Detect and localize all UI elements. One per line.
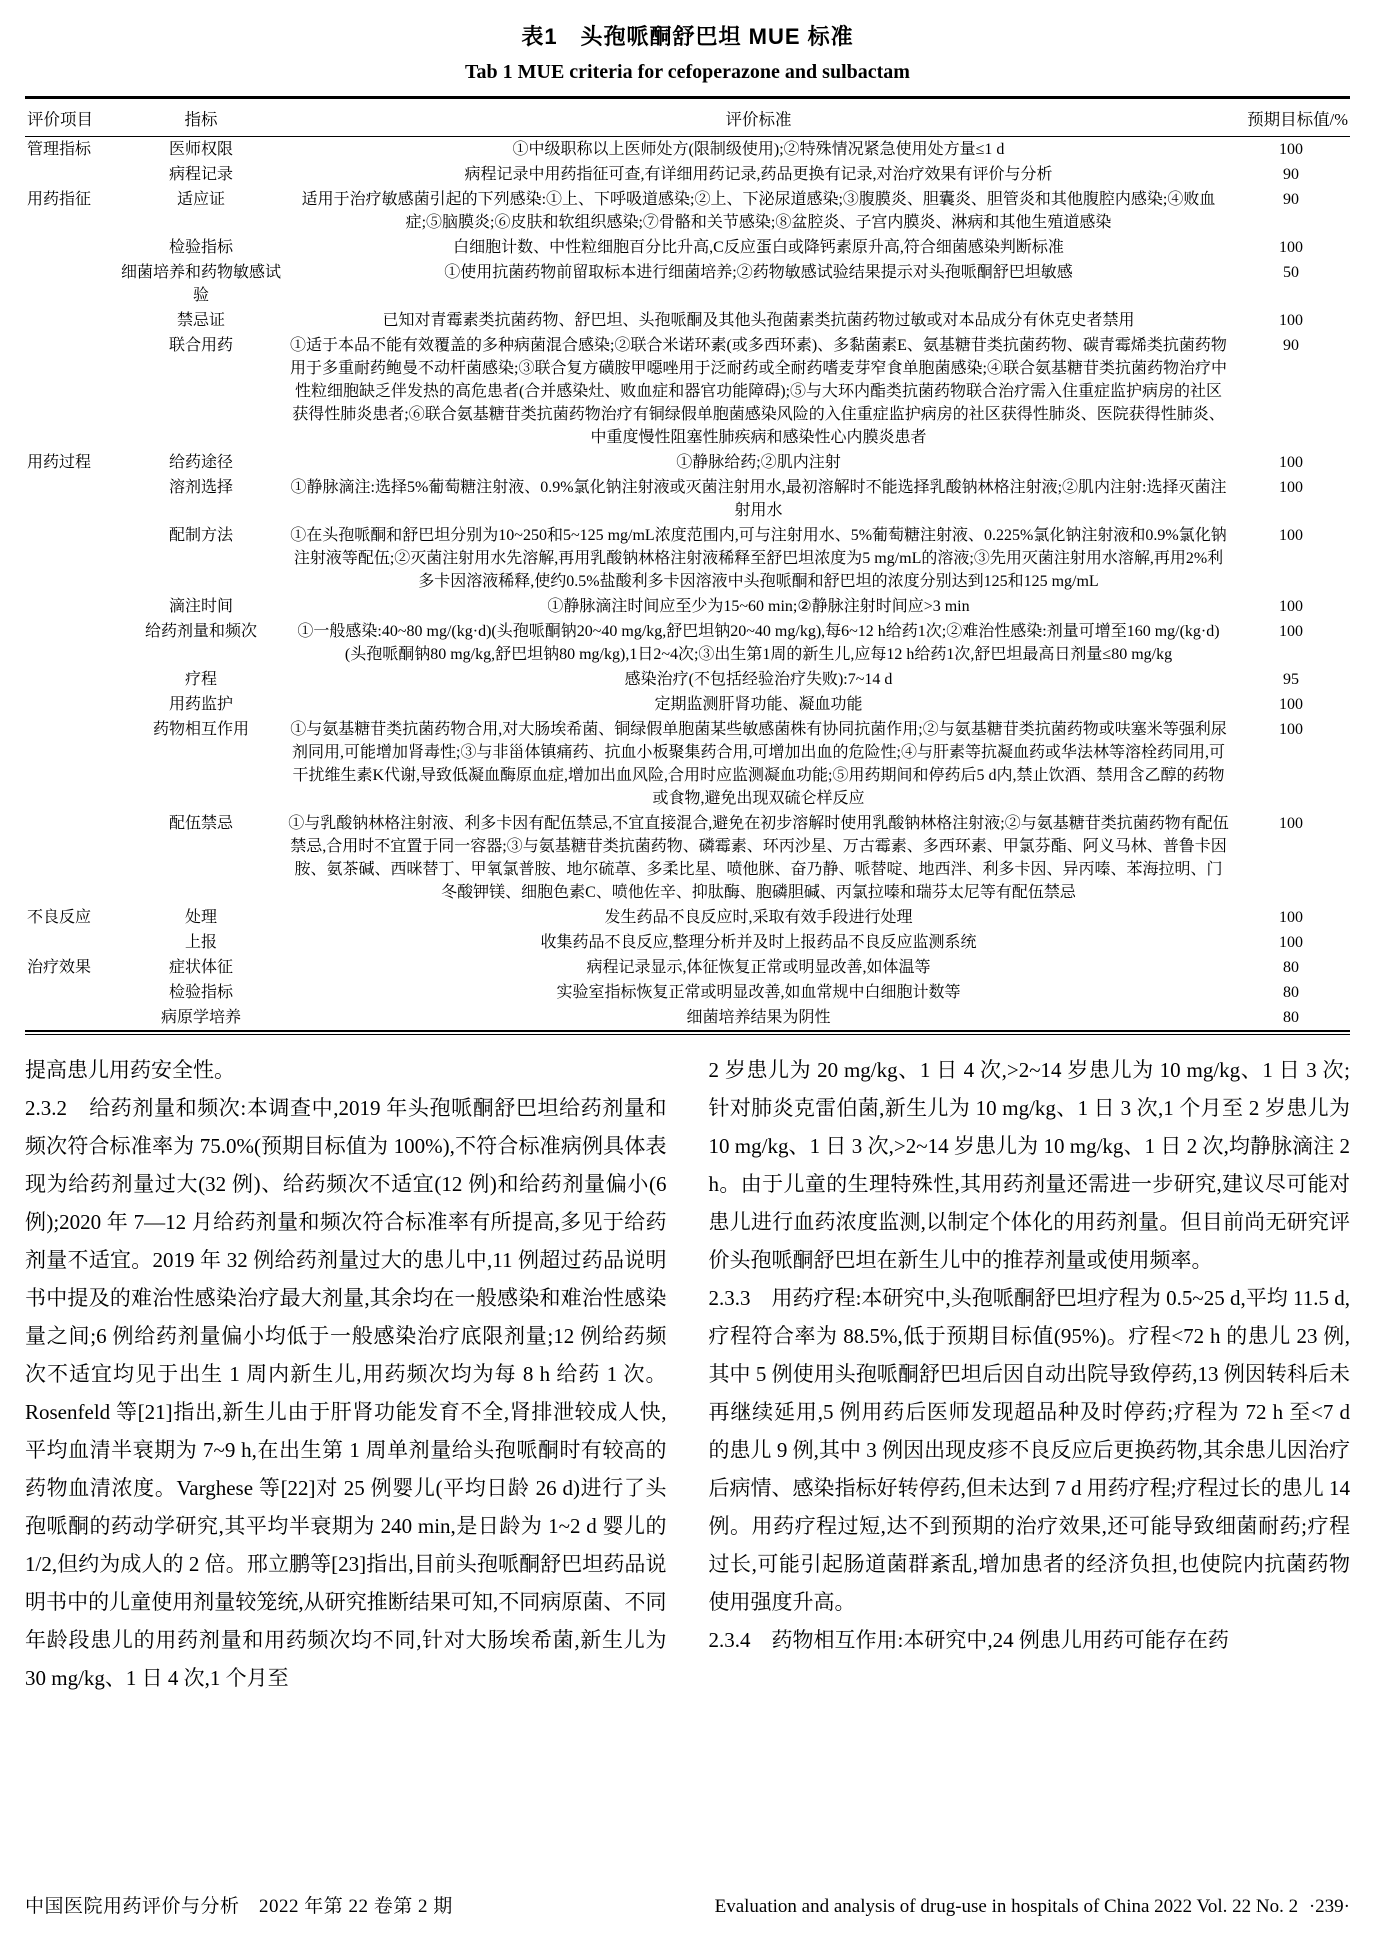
table-row (25, 137, 1350, 163)
cell-indicator: 医师权限 (168, 141, 233, 158)
cell-category: 管理指标 (27, 141, 92, 158)
cell-criteria: 白细胞计数、中性粒细胞百分比升高,C反应蛋白或降钙素原升高,符合细菌感染判断标准 (453, 239, 1064, 256)
table-row (25, 308, 1350, 333)
table-row (25, 235, 1350, 260)
cell-criteria: ①静脉给药;②肌内注射 (676, 454, 841, 471)
cell-indicator: 联合用药 (168, 337, 233, 354)
cell-indicator: 禁忌证 (176, 312, 225, 329)
table-row (25, 717, 1350, 811)
body-text (25, 1051, 1350, 1697)
cell-indicator: 给药途径 (168, 454, 233, 471)
cell-category (25, 930, 117, 955)
cell-indicator: 细菌培养和药物敏感试验 (120, 264, 281, 304)
table-title-en: Tab 1 MUE criteria for cefoperazone and sulbactam (465, 61, 910, 83)
page-footer (25, 1891, 1350, 1918)
cell-category (25, 1005, 117, 1031)
table-row (25, 450, 1350, 475)
cell-category (25, 162, 117, 187)
cell-indicator: 病程记录 (168, 166, 233, 183)
cell-target: 100 (1279, 454, 1303, 471)
cell-indicator: 药物相互作用 (152, 721, 249, 738)
mue-criteria-table (25, 96, 1350, 1032)
footer-journal-en-text: Evaluation and analysis of drug-use in hospitals of China 2022 Vol. 22 No. 2 (714, 1896, 1299, 1917)
cell-criteria: ①一般感染:40~80 mg/(kg·d)(头孢哌酮钠20~40 mg/kg,舒巴坦钠20~40 mg/kg),每6~12 h给药1次;②难治性感染:剂量可增至160 mg/(kg·d)(头孢哌酮钠80 mg/kg,舒巴坦钠80 mg/kg),1日2~4次;③出生第1周的新生儿,应每12 h给药1次,舒巴坦最高日剂量≤80 mg/kg (297, 623, 1220, 663)
cell-criteria: ①与乳酸钠林格注射液、利多卡因有配伍禁忌,不宜直接混合,避免在初步溶解时使用乳酸钠林格注射液;②与氨基糖苷类抗菌药物有配伍禁忌,合用时不宜置于同一容器;③与氨基糖苷类抗菌药物、磷霉素、环丙沙星、万古霉素、多西环素、甲氯芬酯、阿义马林、普鲁卡因胺、氨茶碱、西咪替丁、甲氧氯普胺、地尔硫䓬、多柔比星、喷他脒、奋乃静、哌替啶、地西泮、利多卡因、异丙嗪、苯海拉明、门冬酸钾镁、细胞色素C、喷他佐辛、抑肽酶、胞磷胆碱、丙氯拉嗪和瑞芬太尼等有配伍禁忌 (288, 815, 1229, 901)
cell-category (25, 235, 117, 260)
cell-category (25, 523, 117, 594)
cell-indicator: 给药剂量和频次 (144, 623, 257, 640)
cell-criteria: 已知对青霉素类抗菌药物、舒巴坦、头孢哌酮及其他头孢菌素类抗菌药物过敏或对本品成分有休克史者禁用 (382, 312, 1135, 329)
table-row (25, 905, 1350, 930)
table-header (25, 98, 1350, 137)
header-evaluation-criteria: 评价标准 (285, 98, 1232, 137)
cell-criteria: 发生药品不良反应时,采取有效手段进行处理 (604, 909, 913, 926)
right-column (709, 1051, 1351, 1697)
cell-criteria: ①适于本品不能有效覆盖的多种病菌混合感染;②联合米诺环素(或多西环素)、多黏菌素E、氨基糖苷类抗菌药物、碳青霉烯类抗菌药物用于多重耐药鲍曼不动杆菌感染;③联合复方磺胺甲噁唑用于泛耐药或全耐药嗜麦芽窄食单胞菌感染;④联合氨基糖苷类抗菌药物治疗中性粒细胞缺乏伴发热的高危患者(合并感染灶、败血症和器官功能障碍);⑤与大环内酯类抗菌药物联合治疗需入住重症监护病房的社区获得性肺炎患者;⑥联合氨基糖苷类抗菌药物治疗有铜绿假单胞菌感染风险的入住重症监护病房的社区获得性肺炎、医院获得性肺炎、中重度慢性阻塞性肺疾病和感染性心内膜炎患者 (290, 337, 1227, 446)
cell-indicator: 用药监护 (168, 696, 233, 713)
cell-criteria: ①中级职称以上医师处方(限制级使用);②特殊情况紧急使用处方量≤1 d (512, 141, 1005, 158)
cell-target: 90 (1283, 191, 1299, 208)
cell-target: 100 (1279, 815, 1303, 832)
paragraph: 2.3.2 给药剂量和频次:本调查中,2019 年头孢哌酮舒巴坦给药剂量和频次符合标准率为 75.0%(预期目标值为 100%),不符合标准病例具体表现为给药剂量过大(32 例)、给药频次不适宜(12 例)和给药剂量偏小(6 例);2020 年 7—12 月给药剂量和频次符合标准率有所提高,多见于给药剂量不适宜。2019 年 32 例给药剂量过大的患儿中,11 例超过药品说明书中提及的难治性感染治疗最大剂量,其余均在一般感染和难治性感染量之间;6 例给药剂量偏小均低于一般感染治疗底限剂量;12 例给药频次不适宜均见于出生 1 周内新生儿,用药频次均为每 8 h 给药 1 次。Rosenfeld 等[21]指出,新生儿由于肝肾功能发育不全,肾排泄较成人快,平均血清半衰期为 7~9 h,在出生第 1 周单剂量给头孢哌酮时有较高的药物血清浓度。Varghese 等[22]对 25 例婴儿(平均日龄 26 d)进行了头孢哌酮的药动学研究,其平均半衰期为 240 min,是日龄为 1~2 d 婴儿的 1/2,但约为成人的 2 倍。邢立鹏等[23]指出,目前头孢哌酮舒巴坦药品说明书中的儿童使用剂量较笼统,从研究推断结果可知,不同病原菌、不同年龄段患儿的用药剂量和用药频次均不同,针对大肠埃希菌,新生儿为 30 mg/kg、1 日 4 次,1 个月至 (25, 1096, 667, 1690)
cell-category (25, 594, 117, 619)
table-row (25, 692, 1350, 717)
cell-target: 100 (1279, 934, 1303, 951)
header-expected-target: 预期目标值/% (1232, 98, 1350, 137)
table-title-zh: 表1 头孢哌酮舒巴坦 MUE 标准 (521, 24, 854, 49)
table-row (25, 930, 1350, 955)
cell-indicator: 疗程 (184, 671, 217, 688)
cell-indicator: 配制方法 (168, 527, 233, 544)
cell-criteria: ①使用抗菌药物前留取标本进行细菌培养;②药物敏感试验结果提示对头孢哌酮舒巴坦敏感 (444, 264, 1073, 281)
cell-indicator: 病原学培养 (160, 1009, 241, 1026)
cell-target: 50 (1283, 264, 1299, 281)
cell-criteria: ①与氨基糖苷类抗菌药物合用,对大肠埃希菌、铜绿假单胞菌某些敏感菌株有协同抗菌作用;②与氨基糖苷类抗菌药物或呋塞米等强利尿剂同用,可能增加肾毒性;③与非甾体镇痛药、抗血小板聚集药合用,可增加出血的危险性;④与肝素等抗凝血药或华法林等溶栓药同用,可干扰维生素K代谢,导致低凝血酶原血症,增加出血风险,合用时应监测凝血功能;⑤用药期间和停药后5 d内,禁止饮酒、禁用含乙醇的药物或食物,避免出现双硫仑样反应 (290, 721, 1227, 807)
cell-indicator: 检验指标 (168, 984, 233, 1001)
cell-indicator: 症状体征 (168, 959, 233, 976)
cell-target: 90 (1283, 337, 1299, 354)
cell-indicator: 上报 (184, 934, 217, 951)
header-evaluation-item: 评价项目 (25, 98, 117, 137)
cell-criteria: ①静脉滴注时间应至少为15~60 min;②静脉注射时间应>3 min (547, 598, 970, 615)
cell-target: 80 (1283, 1009, 1299, 1026)
cell-target: 90 (1283, 166, 1299, 183)
cell-target: 100 (1279, 527, 1303, 544)
cell-indicator: 配伍禁忌 (168, 815, 233, 832)
table-row (25, 811, 1350, 905)
cell-criteria: 定期监测肝肾功能、凝血功能 (654, 696, 863, 713)
cell-criteria: 病程记录显示,体征恢复正常或明显改善,如体温等 (586, 959, 931, 976)
cell-criteria: 病程记录中用药指征可查,有详细用药记录,药品更换有记录,对治疗效果有评价与分析 (464, 166, 1053, 183)
cell-criteria: ①静脉滴注:选择5%葡萄糖注射液、0.9%氯化钠注射液或灭菌注射用水,最初溶解时不能选择乳酸钠林格注射液;②肌内注射:选择灭菌注射用水 (290, 479, 1227, 519)
cell-category: 不良反应 (27, 909, 92, 926)
table-row (25, 523, 1350, 594)
cell-indicator: 处理 (184, 909, 217, 926)
table-row (25, 667, 1350, 692)
cell-category (25, 619, 117, 667)
cell-indicator: 检验指标 (168, 239, 233, 256)
cell-category (25, 811, 117, 905)
cell-category (25, 667, 117, 692)
cell-category (25, 717, 117, 811)
cell-target: 80 (1283, 984, 1299, 1001)
footer-journal-zh: 中国医院用药评价与分析 2022 年第 22 卷第 2 期 (25, 1896, 453, 1917)
table-row (25, 187, 1350, 235)
paragraph: 2 岁患儿为 20 mg/kg、1 日 4 次,>2~14 岁患儿为 10 mg/kg、1 日 3 次;针对肺炎克雷伯菌,新生儿为 10 mg/kg、1 日 3 次,1 个月至 2 岁患儿为 10 mg/kg、1 日 3 次,>2~14 岁患儿为 10 mg/kg、1 日 2 次,均静脉滴注 2 h。由于儿童的生理特殊性,其用药剂量还需进一步研究,建议尽可能对患儿进行血药浓度监测,以制定个体化的用药剂量。但目前尚无研究评价头孢哌酮舒巴坦在新生儿中的推荐剂量或使用频率。 (708, 1058, 1350, 1272)
table-row (25, 980, 1350, 1005)
cell-criteria: 实验室指标恢复正常或明显改善,如血常规中白细胞计数等 (556, 984, 961, 1001)
mue-table-wrap (25, 96, 1350, 1035)
paragraph: 2.3.3 用药疗程:本研究中,头孢哌酮舒巴坦疗程为 0.5~25 d,平均 11.5 d,疗程符合率为 88.5%,低于预期目标值(95%)。疗程<72 h 的患儿 23 例,其中 5 例使用头孢哌酮舒巴坦后因自动出院导致停药,13 例因转科后未再继续延用,5 例用药后医师发现超品种及时停药;疗程为 72 h 至<7 d 的患儿 9 例,其中 3 例因出现皮疹不良反应后更换药物,其余患儿因治疗后病情、感染指标好转停药,但未达到 7 d 用药疗程;疗程过长的患儿 14 例。用药疗程过短,达不到预期的治疗效果,还可能导致细菌耐药;疗程过长,可能引起肠道菌群紊乱,增加患者的经济负担,也使院内抗菌药物使用强度升高。 (708, 1286, 1350, 1614)
paragraph: 提高患儿用药安全性。 (25, 1058, 235, 1082)
left-column (25, 1051, 667, 1697)
cell-criteria: 感染治疗(不包括经验治疗失败):7~14 d (624, 671, 893, 688)
table-row (25, 619, 1350, 667)
cell-category (25, 308, 117, 333)
cell-target: 100 (1279, 909, 1303, 926)
table-row (25, 594, 1350, 619)
cell-category (25, 260, 117, 308)
cell-criteria: 细菌培养结果为阴性 (686, 1009, 831, 1026)
cell-category: 用药指征 (27, 191, 92, 208)
cell-target: 100 (1279, 141, 1303, 158)
table-row (25, 1005, 1350, 1031)
cell-indicator: 溶剂选择 (168, 479, 233, 496)
cell-criteria: 收集药品不良反应,整理分析并及时上报药品不良反应监测系统 (540, 934, 977, 951)
cell-indicator: 滴注时间 (168, 598, 233, 615)
cell-target: 100 (1279, 239, 1303, 256)
cell-category: 治疗效果 (27, 959, 92, 976)
table-row (25, 162, 1350, 187)
cell-target: 100 (1279, 598, 1303, 615)
cell-category (25, 692, 117, 717)
table-body (25, 137, 1350, 1032)
cell-target: 95 (1283, 671, 1299, 688)
cell-criteria: ①在头孢哌酮和舒巴坦分别为10~250和5~125 mg/mL浓度范围内,可与注射用水、5%葡萄糖注射液、0.225%氯化钠注射液和0.9%氯化钠注射液等配伍;②灭菌注射用水先溶解,再用乳酸钠林格注射液稀释至舒巴坦浓度为5 mg/mL的溶液;③先用灭菌注射用水溶解,再用2%利多卡因溶液稀释,使约0.5%盐酸利多卡因溶液中头孢哌酮和舒巴坦的浓度分别达到125和125 mg/mL (290, 527, 1227, 590)
cell-target: 100 (1279, 623, 1303, 640)
table-header-row (25, 98, 1350, 137)
footer-page-number: ·239· (1308, 1896, 1350, 1917)
cell-category (25, 333, 117, 450)
table-row (25, 955, 1350, 980)
table-row (25, 475, 1350, 523)
table-row (25, 333, 1350, 450)
cell-target: 100 (1279, 312, 1303, 329)
cell-category (25, 475, 117, 523)
cell-criteria: 适用于治疗敏感菌引起的下列感染:①上、下呼吸道感染;②上、下泌尿道感染;③腹膜炎、胆囊炎、胆管炎和其他腹腔内感染;④败血症;⑤脑膜炎;⑥皮肤和软组织感染;⑦骨骼和关节感染;⑧盆腔炎、子宫内膜炎、淋病和其他生殖道感染 (301, 191, 1216, 231)
cell-target: 80 (1283, 959, 1299, 976)
cell-indicator: 适应证 (176, 191, 225, 208)
cell-target: 100 (1279, 721, 1303, 738)
table-row (25, 260, 1350, 308)
cell-target: 100 (1279, 479, 1303, 496)
paragraph: 2.3.4 药物相互作用:本研究中,24 例患儿用药可能存在药 (708, 1628, 1229, 1652)
cell-category: 用药过程 (27, 454, 92, 471)
cell-target: 100 (1279, 696, 1303, 713)
cell-category (25, 980, 117, 1005)
footer-journal-en (709, 1896, 1350, 1918)
header-indicator: 指标 (117, 98, 285, 137)
